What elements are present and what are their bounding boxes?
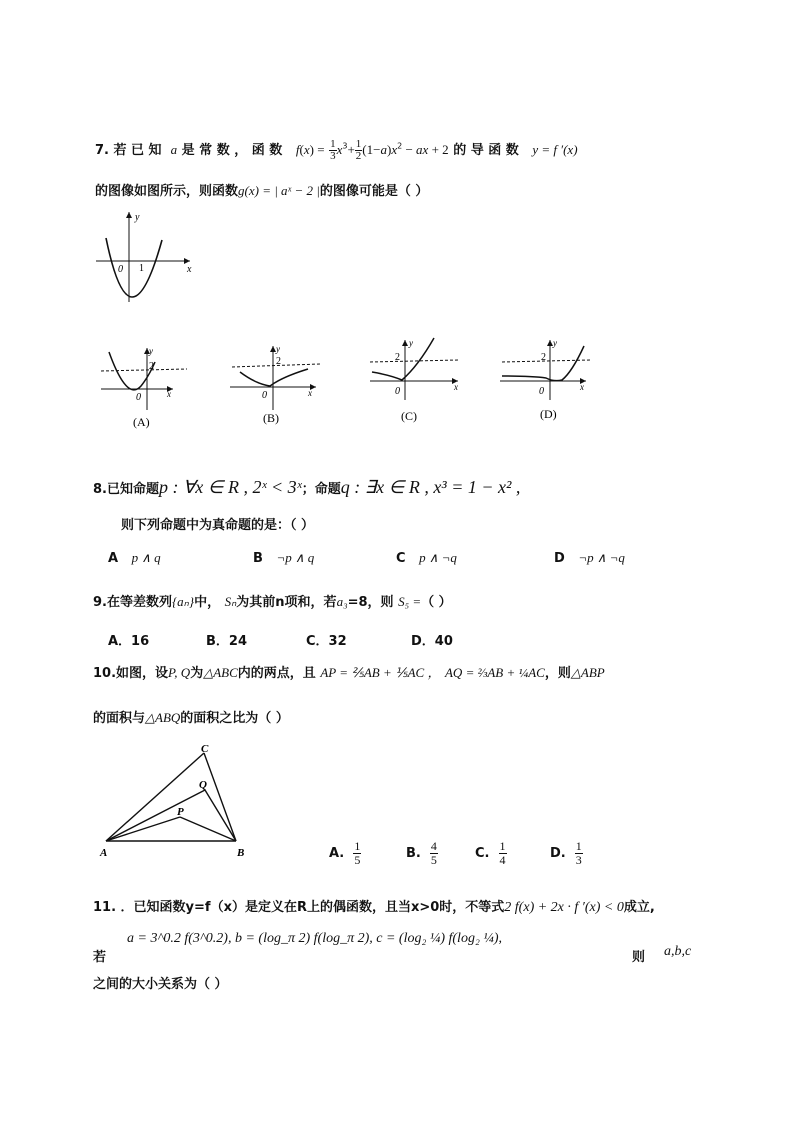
point-q: Q	[199, 779, 207, 791]
q8-option-a[interactable]: A p ∧ q	[108, 550, 161, 566]
svg-text:0: 0	[539, 386, 544, 397]
q7-line2: 的图像如图所示，则函数g(x) = | aˣ − 2 |的图像可能是（ ）	[95, 183, 429, 199]
q8-option-d[interactable]: D ¬p ∧ ¬q	[554, 550, 625, 566]
q7-derivative-graph	[92, 210, 202, 310]
graph-x-label: x	[187, 264, 192, 275]
svg-text:x: x	[580, 382, 584, 392]
svg-text:y: y	[276, 344, 280, 354]
svg-text:x: x	[454, 382, 458, 392]
svg-text:0: 0	[395, 386, 400, 397]
q9-option-c[interactable]: C．32	[306, 634, 347, 649]
vertex-a: A	[100, 847, 108, 859]
option-d-label: (D)	[540, 407, 557, 421]
q11-abc-definition: a = 3^0.2 f(3^0.2), b = (log_π 2) f(log_π 2), c = (log₂ ¼) f(log₂ ¼),	[127, 931, 502, 946]
q7-option-c-graph	[366, 338, 466, 428]
graph-origin: 0	[118, 264, 123, 275]
vertex-b: B	[237, 847, 245, 859]
q11-line1: 11. ．已知函数y=f（x）是定义在R上的偶函数，且当x>0时，不等式2 f(x) + 2x · f ′(x) < 0成立,	[93, 900, 655, 915]
q10-option-b[interactable]: B. $\frac{4}{5}$	[406, 839, 437, 867]
q8-option-b[interactable]: B ¬p ∧ q	[253, 550, 315, 566]
q8-proposition-p: p : ∀x ∈ R , 2ˣ < 3ˣ	[158, 477, 302, 497]
q8-proposition-q: q : ∃x ∈ R , x³ = 1 − x² ,	[340, 477, 521, 497]
svg-text:x: x	[308, 388, 312, 398]
q11-ruo: 若	[93, 950, 107, 965]
q10-option-c[interactable]: C. $\frac{1}{4}$	[475, 839, 506, 867]
q7-tail: 的 导 函 数	[453, 143, 519, 158]
q7-mid: 是 常 数 ， 函 数	[181, 143, 283, 158]
q8-line1: 8.已知命题p : ∀x ∈ R , 2ˣ < 3ˣ；命题q : ∃x ∈ R , x³ = 1 − x² ,	[93, 477, 521, 497]
vertex-c: C	[201, 743, 209, 755]
svg-text:x: x	[167, 389, 171, 399]
svg-text:0: 0	[136, 392, 141, 403]
svg-text:y: y	[553, 338, 557, 348]
option-c-label: (C)	[401, 409, 417, 423]
q7-option-d-graph	[498, 338, 598, 428]
q7-option-a-graph	[97, 342, 197, 432]
q10-option-a[interactable]: A. $\frac{1}{5}$	[329, 839, 361, 867]
graph-tick-1: 1	[139, 263, 144, 274]
q8-prompt: 则下列命题中为真命题的是：（ ）	[121, 518, 315, 533]
svg-text:2: 2	[541, 352, 546, 363]
q10-option-d[interactable]: D. $\frac{1}{3}$	[550, 839, 582, 867]
q9-option-b[interactable]: B．24	[206, 634, 247, 649]
q9-option-d[interactable]: D．40	[411, 634, 453, 649]
q9-line1: 9.在等差数列{aₙ}中， Sₙ为其前n项和，若a₃=8，则 S₅ =（ ）	[93, 594, 452, 610]
option-b-label: (B)	[263, 411, 279, 425]
q7-g-function: g(x) = | aˣ − 2 |	[238, 183, 320, 198]
option-a-label: (A)	[133, 415, 150, 429]
q11-prompt: 之间的大小关系为（ ）	[93, 977, 228, 992]
q7-option-b-graph	[228, 342, 328, 432]
graph-y-label: y	[135, 212, 140, 223]
q8-option-c[interactable]: C p ∧ ¬q	[396, 550, 457, 566]
q7-head: 7. 若 已 知	[95, 143, 162, 158]
svg-text:y: y	[409, 338, 413, 348]
svg-text:0: 0	[262, 390, 267, 401]
svg-text:2: 2	[395, 352, 400, 363]
q9-option-a[interactable]: A．16	[108, 634, 150, 649]
q10-line2: 的面积与△ABQ的面积之比为（ ）	[93, 710, 289, 726]
q7-function: f	[295, 142, 300, 157]
q7-derivative: y = f ′(x)	[532, 142, 578, 157]
q10-triangle-figure	[100, 745, 260, 865]
svg-text:y: y	[149, 346, 153, 356]
q11-inequality: 2 f(x) + 2x · f ′(x) < 0	[504, 900, 624, 915]
q10-vector-aq: AQ = ⅔AB + ¼AC	[444, 665, 545, 680]
svg-text:2: 2	[149, 361, 154, 372]
q7-a: a	[170, 142, 178, 157]
q10-line1: 10.如图，设P, Q为△ABC内的两点，且 AP = ⅖AB + ⅕AC ， AQ = ⅔AB + ¼AC，则△ABP	[93, 665, 605, 681]
q7-line1: 7. 若 已 知 a 是 常 数 ， 函 数 f(x) = $\frac{1}{3}$ $x^3+$ $\frac{1}{2}$ $(1-a)x^2$ − ax + 2 的 导 函 数 y = f ′(x)	[95, 138, 578, 162]
q10-vector-ap: AP = ⅖AB + ⅕AC ，	[320, 665, 441, 680]
point-p: P	[177, 806, 184, 818]
q9-sequence: {aₙ}	[171, 594, 195, 609]
svg-text:2: 2	[276, 356, 281, 367]
